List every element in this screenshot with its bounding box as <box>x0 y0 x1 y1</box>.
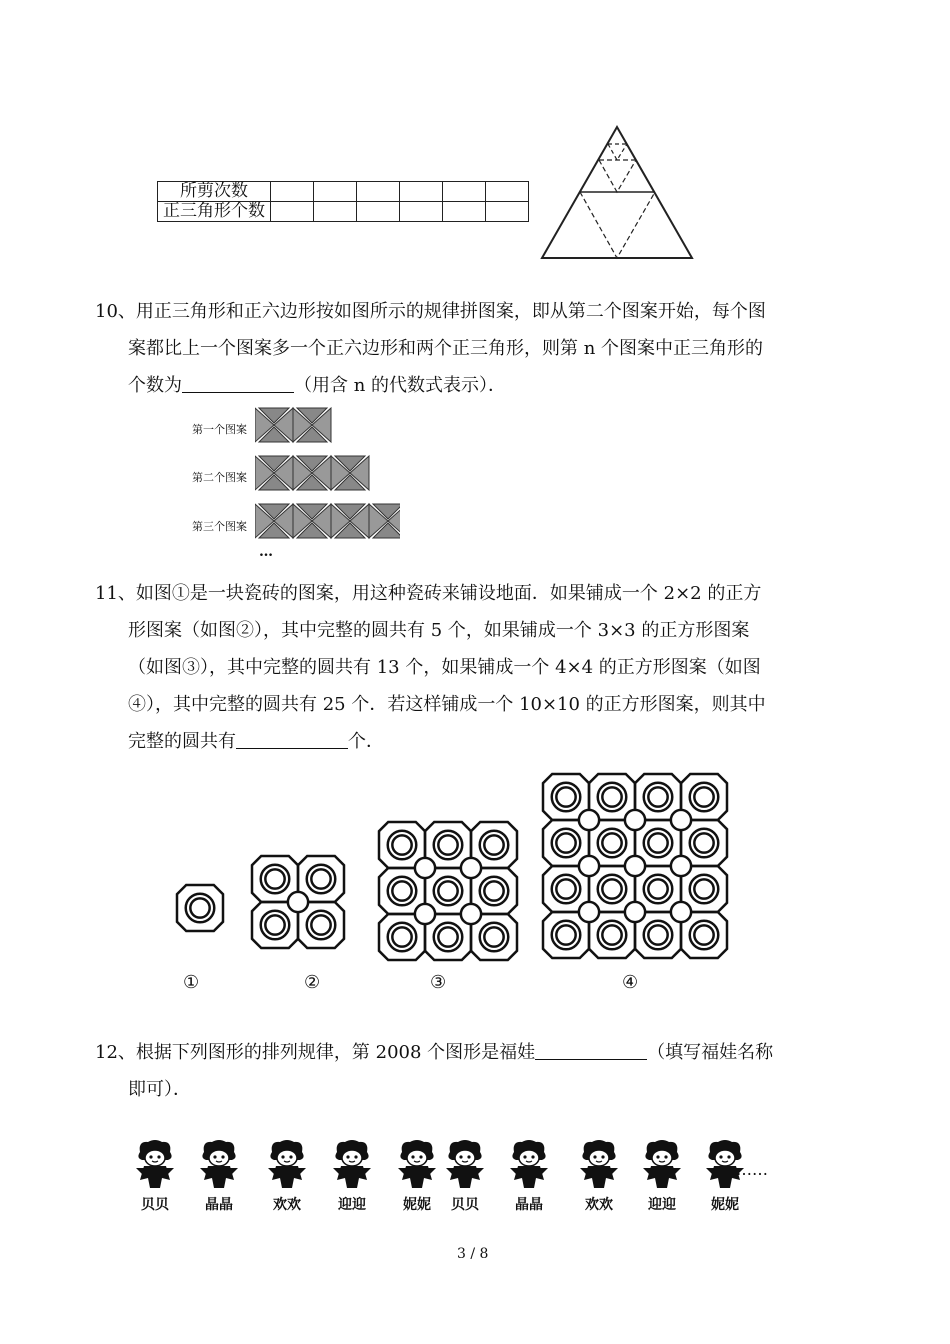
hexagon-triangle-patterns <box>255 405 400 545</box>
q10-line-3-tail: （用含 n 的代数式表示）． <box>294 375 507 396</box>
table-cell <box>400 202 443 222</box>
mascot-icon <box>196 1138 242 1190</box>
table-cell <box>357 182 400 202</box>
figure-number: ① <box>183 972 200 993</box>
question-11 <box>95 575 855 760</box>
table-cell <box>271 202 314 222</box>
table-cell <box>400 182 443 202</box>
q11-line-5 <box>95 723 855 760</box>
table-cell <box>314 202 357 222</box>
mascot-icon <box>639 1138 685 1190</box>
page-number: 3 / 8 <box>457 1246 489 1262</box>
tile-circle <box>648 833 667 852</box>
mascot-name: 晶晶 <box>515 1197 543 1213</box>
question-12 <box>95 1034 855 1108</box>
cut-count-table <box>157 181 529 222</box>
hexagon-unit <box>293 456 331 490</box>
tile-circle <box>625 810 645 830</box>
tile-circle <box>602 879 621 898</box>
tile-circle <box>311 915 330 934</box>
tile-circle <box>671 810 691 830</box>
continuation-dots: … <box>259 544 273 560</box>
q11-line-2: 形图案（如图②），其中完整的圆共有 5 个，如果铺成一个 3×3 的正方形图案 <box>128 620 750 641</box>
tile-circle <box>694 833 713 852</box>
tile-circle <box>484 927 503 946</box>
table-cell <box>271 182 314 202</box>
q10-line-1: 10、用正三角形和正六边形按如图所示的规律拼图案，即从第二个图案开始，每个图 <box>95 301 766 322</box>
tile-circle <box>461 858 481 878</box>
tile-grid <box>379 822 517 960</box>
tile-circle <box>265 915 284 934</box>
table-cell <box>357 202 400 222</box>
hexagon-unit <box>293 504 331 538</box>
figure-number: ② <box>304 972 321 993</box>
question-10 <box>95 293 855 404</box>
tile-circle <box>579 856 599 876</box>
tile-circle <box>602 787 621 806</box>
q12-line-1 <box>95 1034 855 1071</box>
mascot-name: 欢欢 <box>273 1197 301 1213</box>
figure-number: ④ <box>622 972 639 993</box>
tile-circle <box>694 925 713 944</box>
table-row-label: 正三角形个数 <box>158 202 271 222</box>
mascot-icon <box>329 1138 375 1190</box>
pattern-label: 第二个图案 <box>192 471 247 484</box>
mascot-figure <box>574 1138 624 1214</box>
answer-blank[interactable] <box>182 372 294 393</box>
tile-circle <box>392 927 411 946</box>
mascot-name: 欢欢 <box>585 1197 613 1213</box>
tile-octagon <box>177 885 223 931</box>
hexagon-unit <box>331 456 369 490</box>
tile-figures <box>160 765 760 1005</box>
mascot-figure <box>194 1138 244 1214</box>
tile-grid <box>543 774 727 958</box>
q11-line-3: （如图③），其中完整的圆共有 13 个，如果铺成一个 4×4 的正方形图案（如图 <box>128 657 761 678</box>
mascot-figure <box>637 1138 687 1214</box>
tile-circle <box>671 902 691 922</box>
q11-line-5-text: 完整的圆共有 <box>128 731 236 752</box>
mascot-icon <box>132 1138 178 1190</box>
mascot-name: 妮妮 <box>403 1197 431 1213</box>
tile-circle <box>579 902 599 922</box>
mascot-name: 迎迎 <box>648 1197 676 1213</box>
mascot-name: 贝贝 <box>451 1197 479 1213</box>
mascot-figure <box>392 1138 442 1214</box>
hexagon-unit <box>293 408 331 442</box>
hexagon-unit <box>255 504 293 538</box>
mascot-name: 迎迎 <box>338 1197 366 1213</box>
tile-grid <box>252 856 344 948</box>
tile-circle <box>556 787 575 806</box>
tile-circle <box>311 869 330 888</box>
tile-circle <box>415 904 435 924</box>
q12-line-1-text: 12、根据下列图形的排列规律，第 2008 个图形是福娃 <box>95 1042 536 1063</box>
tile-circle <box>556 879 575 898</box>
tile-circle <box>438 881 457 900</box>
figure-number: ③ <box>430 972 447 993</box>
mascot-icon <box>394 1138 440 1190</box>
mascot-icon <box>576 1138 622 1190</box>
tile-circle <box>671 856 691 876</box>
tile-circle <box>602 833 621 852</box>
hexagon-unit <box>369 504 400 538</box>
table-cell <box>443 182 486 202</box>
tile-circle <box>392 835 411 854</box>
mascot-figure <box>504 1138 554 1214</box>
mascot-figure <box>262 1138 312 1214</box>
hexagon-unit <box>255 456 293 490</box>
mascot-ellipsis: …… <box>736 1160 768 1179</box>
mascot-name: 妮妮 <box>711 1197 739 1213</box>
tile-circle <box>484 881 503 900</box>
q12-line-1-tail: （填写福娃名称 <box>647 1042 774 1063</box>
mascot-row <box>122 1138 802 1213</box>
tile-circle <box>392 881 411 900</box>
table-cell <box>314 182 357 202</box>
q11-line-5-tail: 个． <box>348 731 384 752</box>
tile-circle <box>694 879 713 898</box>
answer-blank[interactable] <box>236 728 348 749</box>
tile-circle <box>438 835 457 854</box>
mascot-figure <box>440 1138 490 1214</box>
pattern-label: 第一个图案 <box>192 423 247 436</box>
tile-circle <box>648 925 667 944</box>
hexagon-unit <box>255 408 293 442</box>
table-cell <box>486 182 529 202</box>
tile-circle <box>288 892 308 912</box>
mascot-figure <box>130 1138 180 1214</box>
tile-circle <box>556 833 575 852</box>
table-cell <box>443 202 486 222</box>
tile-circle <box>461 904 481 924</box>
mascot-icon <box>264 1138 310 1190</box>
table-cell <box>486 202 529 222</box>
tile-circle <box>438 927 457 946</box>
tile-circle <box>415 858 435 878</box>
pattern-label: 第三个图案 <box>192 520 247 533</box>
answer-blank[interactable] <box>535 1039 647 1060</box>
tile-circle <box>648 879 667 898</box>
q10-line-2: 案都比上一个图案多一个正六边形和两个正三角形，则第 n 个图案中正三角形的 <box>128 338 764 359</box>
tile-circle <box>625 856 645 876</box>
tile-circle <box>648 787 667 806</box>
tile-circle <box>625 902 645 922</box>
mascot-name: 贝贝 <box>141 1197 169 1213</box>
q10-line-3 <box>95 367 855 404</box>
mascot-figure <box>327 1138 377 1214</box>
tile-circle <box>694 787 713 806</box>
mascot-icon <box>442 1138 488 1190</box>
tile-circle <box>484 835 503 854</box>
tile-circle <box>579 810 599 830</box>
q10-line-3-text: 个数为 <box>128 375 182 396</box>
tile-grid <box>177 885 223 931</box>
table-row <box>158 182 529 202</box>
hexagon-unit <box>331 504 369 538</box>
q11-line-4: ④），其中完整的圆共有 25 个．若这样铺成一个 10×10 的正方形图案，则其中 <box>128 694 766 715</box>
tile-circle <box>190 898 209 917</box>
q12-line-2: 即可）． <box>128 1079 191 1100</box>
tile-circle <box>602 925 621 944</box>
mascot-name: 晶晶 <box>205 1197 233 1213</box>
q11-line-1: 11、如图①是一块瓷砖的图案，用这种瓷砖来铺设地面．如果铺成一个 2×2 的正方 <box>95 583 762 604</box>
table-row-label: 所剪次数 <box>158 182 271 202</box>
table-row <box>158 202 529 222</box>
mascot-icon <box>506 1138 552 1190</box>
tile-circle <box>556 925 575 944</box>
triangle-cut-figure <box>535 122 700 264</box>
tile-circle <box>265 869 284 888</box>
